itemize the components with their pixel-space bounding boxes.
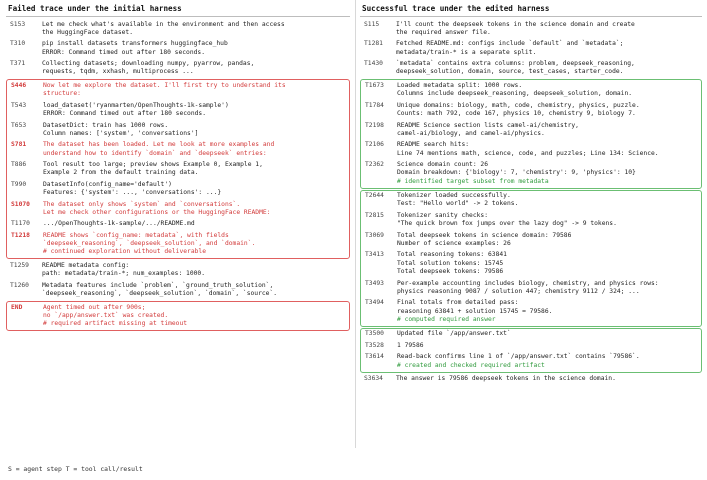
step-text (397, 353, 697, 370)
trace-row (360, 39, 702, 59)
successful-trace-column (360, 0, 702, 385)
trace-row (361, 100, 701, 120)
successful-trace-body (360, 19, 702, 385)
step-id: END (11, 303, 23, 311)
step-text (42, 262, 346, 279)
trace-row (361, 140, 701, 160)
step-id: S3634 (364, 375, 383, 383)
trace-row (7, 80, 349, 100)
step-id: T1259 (10, 261, 29, 269)
step-id: T2362 (365, 161, 384, 169)
step-message: README Science section lists camel-ai/chemistry, camel-ai/biology, and camel-ai/physics. (397, 121, 579, 137)
step-message: Read-back confirms line 1 of `/app/answer.txt` contains `79586`. (397, 353, 640, 361)
red-highlight-box (6, 301, 350, 331)
trace-row (361, 191, 701, 211)
step-message: pip install datasets transformers huggingface_hub ERROR: Command timed out after 180 seconds. (42, 40, 228, 56)
trace-row (7, 302, 349, 330)
trace-row (361, 278, 701, 298)
step-message: Total reasoning tokens: 63841 Total solution tokens: 15745 Total deepseek tokens: 79586 (397, 251, 507, 276)
step-id: T1784 (365, 101, 384, 109)
trace-row (7, 219, 349, 230)
trace-group (6, 260, 350, 300)
trace-row (360, 59, 702, 79)
trace-row (360, 19, 702, 39)
step-message: Metadata features include `problem`, `ground_truth_solution`, `deepseek_reasoning`, `deepseek_solution`, `domain`, `source`. (42, 281, 278, 298)
step-id: S153 (10, 20, 26, 28)
trace-group (360, 19, 702, 78)
step-id: S446 (11, 81, 27, 89)
step-text (42, 282, 346, 299)
step-id: T3614 (365, 353, 384, 361)
trace-row (7, 199, 349, 219)
green-highlight-box (360, 328, 702, 373)
step-message: Science domain count: 26 Domain breakdown: {'biology': 7, 'chemistry': 9, 'physics': 10} (397, 161, 636, 177)
step-text (43, 82, 345, 99)
step-id: T1218 (11, 231, 30, 239)
step-id: T1430 (364, 60, 383, 68)
step-message: Loaded metadata split: 1000 rows. Columns include deepseek_reasoning, deepseek_solution, domain. (397, 81, 633, 98)
step-message: Updated file `/app/answer.txt` (397, 330, 511, 338)
step-annotation: # continued exploration without deliverable (43, 248, 207, 256)
trace-row (6, 39, 350, 59)
step-text (396, 40, 698, 57)
step-message: Now let me explore the dataset. I'll first try to understand its structure: (43, 81, 286, 98)
trace-group (6, 19, 350, 78)
red-highlight-box (6, 79, 350, 259)
trace-row (361, 352, 701, 372)
trace-row (7, 179, 349, 199)
failed-trace-title: Failed trace under the initial harness (8, 4, 182, 13)
step-message: The dataset only shows `system` and `conversations`. Let me check other configurations or the HuggingFace README: (43, 200, 271, 216)
trace-row (361, 250, 701, 278)
step-text (396, 60, 698, 77)
trace-row (7, 120, 349, 140)
step-text (43, 141, 345, 158)
step-text (397, 192, 697, 209)
step-text (396, 375, 698, 383)
step-message: 1 79586 (397, 341, 424, 349)
trace-row (361, 329, 701, 340)
step-annotation: # created and checked required artifact (397, 361, 545, 369)
step-id: T3500 (365, 330, 384, 338)
step-text (397, 251, 697, 276)
step-message: `metadata` contains extra columns: problem, deepseek_reasoning, deepseek_solution, domain, source, test_cases, starter_code. (396, 60, 635, 76)
trace-row (361, 120, 701, 140)
step-id: T2198 (365, 121, 384, 129)
step-text (43, 232, 345, 257)
step-message: DatasetInfo(config_name='default') Features: {'system': ..., 'conversations': ...} (43, 180, 222, 197)
column-divider (355, 0, 356, 448)
trace-row (6, 280, 350, 300)
title-rule (6, 16, 350, 17)
step-text (397, 232, 697, 249)
step-text (397, 212, 697, 229)
step-message: README shows `config_name: metadata`, with fields `deepseek_reasoning`, `deepseek_solution`, and `domain`. (43, 231, 256, 248)
trace-row (6, 260, 350, 280)
step-id: T2644 (365, 192, 384, 200)
trace-group (360, 374, 702, 385)
step-message: Fetched README.md: configs include `default` and `metadata`; metadata/train-* is a separate split. (396, 40, 624, 56)
step-id: T1170 (11, 220, 30, 228)
step-annotation: # identified target subset from metadata (397, 177, 549, 185)
step-message: I'll count the deepseek tokens in the science domain and create the required answer file. (396, 20, 635, 36)
step-text (43, 220, 345, 228)
step-id: T1673 (365, 81, 384, 89)
step-message: Unique domains: biology, math, code, chemistry, physics, puzzle. Counts: math 792, code 167, physics 10, chemistry 9, biology 7. (397, 101, 640, 118)
step-text (397, 280, 697, 297)
step-id: T543 (11, 101, 27, 109)
step-id: T990 (11, 180, 27, 188)
step-id: T886 (11, 161, 27, 169)
step-id: T2815 (365, 211, 384, 219)
step-text (397, 342, 697, 350)
step-id: T3494 (365, 299, 384, 307)
step-text (397, 161, 697, 186)
step-id: T2106 (365, 141, 384, 149)
step-message: Per-example accounting includes biology, chemistry, and physics rows: physics reasoning 9087 / solution 447; chemistry 9112 / 324; ... (397, 279, 659, 295)
trace-row (360, 374, 702, 385)
step-message: README search hits: Line 74 mentions math, science, code, and puzzles; Line 134: Science. (397, 141, 659, 157)
step-message: .../OpenThoughts-1k-sample/.../README.md (43, 220, 195, 228)
step-id: T1281 (364, 40, 383, 48)
trace-row (6, 59, 350, 79)
trace-row (361, 298, 701, 326)
step-id: S781 (11, 141, 27, 149)
trace-row (7, 230, 349, 258)
step-id: S1070 (11, 200, 30, 208)
step-text (397, 122, 697, 139)
trace-row (7, 100, 349, 120)
step-id: S115 (364, 20, 380, 28)
step-text (42, 21, 346, 38)
step-message: Collecting datasets; downloading numpy, pyarrow, pandas, requests, tqdm, xxhash, multiprocess ... (42, 60, 255, 76)
failed-trace-column (6, 0, 350, 332)
step-message: Tokenizer loaded successfully. Test: "Hello world" -> 2 tokens. (397, 192, 519, 208)
step-message: Tokenizer sanity checks: "The quick brown fox jumps over the lazy dog" -> 9 tokens. (397, 211, 617, 228)
green-highlight-box (360, 79, 702, 188)
step-id: T310 (10, 40, 26, 48)
step-text (43, 181, 345, 198)
step-annotation: # required artifact missing at timeout (43, 320, 188, 328)
trace-row (7, 140, 349, 160)
step-text (43, 161, 345, 178)
step-message: Final totals from detailed pass: reasoning 63841 + solution 15745 = 79586. (397, 299, 553, 315)
step-text (397, 330, 697, 338)
step-id: T3528 (365, 341, 384, 349)
step-text (42, 40, 346, 57)
trace-row (6, 19, 350, 39)
step-message: Let me check what's available in the environment and then access the HuggingFace dataset. (42, 20, 285, 36)
legend: S = agent step T = tool call/result (8, 465, 143, 473)
step-annotation: # computed required answer (397, 315, 496, 323)
step-text (397, 299, 697, 324)
trace-row (7, 159, 349, 179)
trace-row (361, 80, 701, 100)
step-message: Agent timed out after 900s; no `/app/answer.txt` was created. (43, 303, 169, 319)
trace-row (361, 230, 701, 250)
step-text (397, 82, 697, 99)
step-message: Tool result too large; preview shows Example 0, Example 1, Example 2 from the default training data. (43, 161, 263, 177)
step-id: T3069 (365, 231, 384, 239)
trace-row (361, 159, 701, 187)
step-message: load_dataset('ryanmarten/OpenThoughts-1k-sample') ERROR: Command timed out after 180 seconds. (43, 101, 229, 118)
step-message: The dataset has been loaded. Let me look at more examples and understand how to identify `domain` and `deepseek` entries: (43, 141, 275, 157)
step-message: README metadata config: path: metadata/train-*; num_examples: 1000. (42, 261, 206, 278)
successful-trace-title: Successful trace under the edited harness (362, 4, 550, 13)
step-text (396, 21, 698, 38)
trace-row (361, 210, 701, 230)
step-message: The answer is 79586 deepseek tokens in the science domain. (396, 375, 616, 383)
trace-row (361, 340, 701, 351)
step-id: T3493 (365, 279, 384, 287)
step-text (43, 102, 345, 119)
step-text (42, 60, 346, 77)
step-id: T1260 (10, 281, 29, 289)
step-id: T3413 (365, 251, 384, 259)
step-text (43, 122, 345, 139)
step-text (43, 201, 345, 218)
title-rule (360, 16, 702, 17)
step-text (397, 141, 697, 158)
step-message: Total deepseek tokens in science domain: 79586 Number of science examples: 26 (397, 231, 572, 247)
step-text (43, 304, 345, 329)
step-message: DatasetDict: train has 1000 rows. Column names: ['system', 'conversations'] (43, 121, 199, 137)
step-id: T371 (10, 60, 26, 68)
failed-trace-body (6, 19, 350, 331)
step-id: T653 (11, 121, 27, 129)
step-text (397, 102, 697, 119)
green-highlight-box (360, 190, 702, 327)
